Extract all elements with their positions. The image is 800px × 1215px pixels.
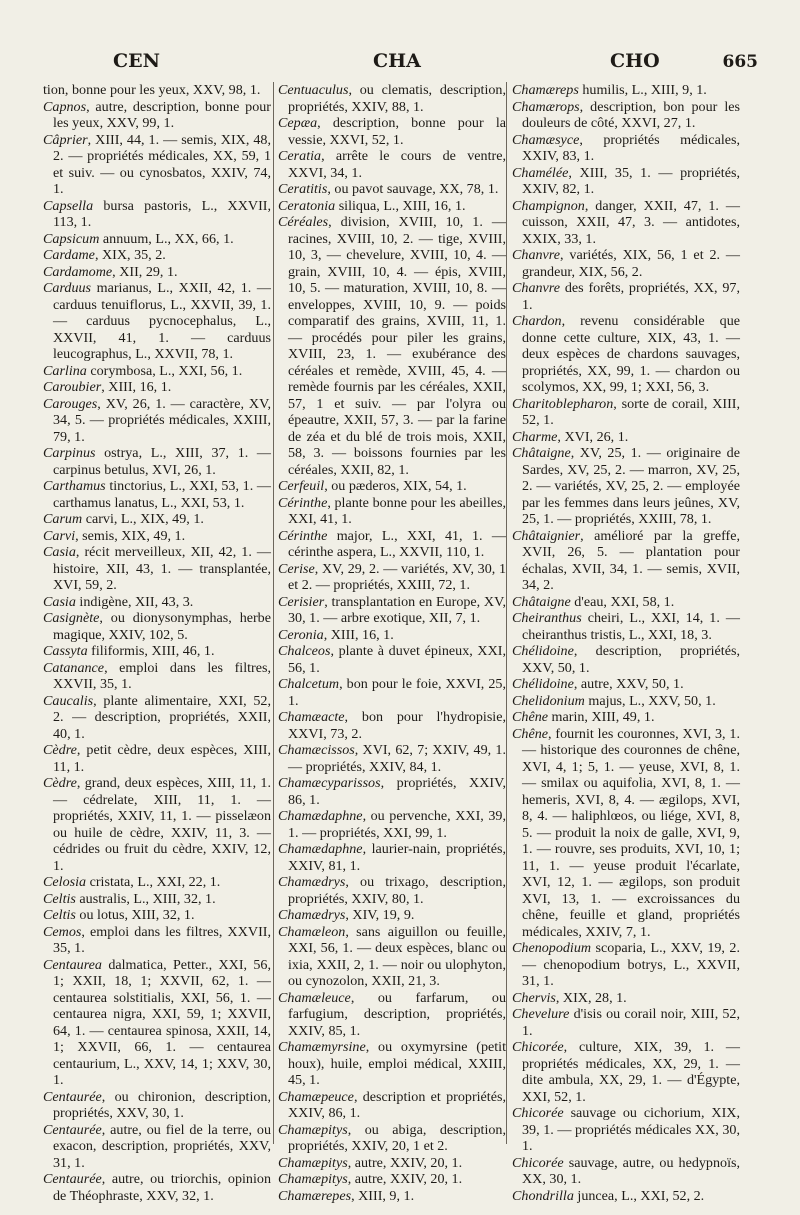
entry-text: , ou pavot sauvage, XX, 78, 1. [327,181,499,197]
index-entry [43,280,271,363]
entry-headword: Celtis [43,890,76,907]
entry-headword: Cardame [43,247,95,263]
index-entry [278,808,506,841]
entry-headword: Cerise [278,560,315,577]
index-entry [512,429,740,446]
entry-headword: Châtaigne [512,445,571,461]
entry-headword: Chamæpitys [278,1121,348,1138]
entry-text: , ou abiga, description, propriétés, XXIV, 20, 1 et 2. [288,1121,506,1154]
entry-text: , ou pæderos, XIX, 54, 1. [324,478,467,494]
index-entry [278,181,506,198]
entry-text: , ou oxymyrsine (petit houx), huile, emploi médical, XXIII, 45, 1. [288,1039,506,1088]
entry-text: , division, XVIII, 10, 1. — racines, XVIII, 10, 2. — tige, XVIII, 10, 3, — chevelure, XVIII, 10, 4. — grain, XVIII, 10, 4. — épis, XVIII, 10, 5. — maturation, XVIII, 10, 8. — enveloppes, XVIII, 10, 9. — poids comparatif des grains, XVIII, 11, 1. — procédés pour piler les grains, XVIII, 23, 1. — exubérance des céréales et remède, XVIII, 45, 4. — remède fournis par les céréales, XXII, 57, 1 et suiv. — par l'olyra ou épeautre, XXII, 57, 3. — par la farine de zéa et du blé de trois mois, XXII, 58, 3. — boissons fournies par les céréales, XXII, 82, 1. [288,214,506,478]
column-divider [506,82,507,1144]
entry-text: major, L., XXI, 41, 1. — cérinthe aspera, L., XXVII, 110, 1. [288,527,506,560]
entry-headword: Chamæreps [512,82,579,98]
entry-headword: Chenopodium [512,940,592,956]
entry-text: bursa pastoris, L., XXVII, 113, 1. [53,197,271,230]
entry-text: , petit cèdre, deux espèces, XIII, 11, 1. [53,742,271,775]
entry-headword: Capnos [43,98,87,115]
index-entry [43,693,271,743]
entry-text: , arrête le cours de ventre, XXVI, 34, 1. [288,148,506,181]
entry-headword: Chêne [512,725,549,742]
index-entry [278,561,506,594]
index-entry [278,990,506,1040]
entry-headword: Chamæpitys [278,1171,348,1187]
index-entry [278,1155,506,1172]
index-entry [278,115,506,148]
entry-text: , description, propriétés, XXV, 50, 1. [522,643,740,676]
entry-headword: Ceronia [278,626,324,643]
entry-text: , autre, ou fiel de la terre, ou exacon, description, propriétés, XXV, 31, 1. [53,1121,271,1171]
entry-text: , XIX, 35, 2. [94,247,166,263]
entry-text: , XIII, 16, 1. [323,626,394,643]
entry-text: , XIII, 35, 1. — propriétés, XXIV, 82, 1. [522,164,740,197]
header-left-word: CEN [113,50,160,72]
entry-headword: Chamærepes [278,1187,352,1204]
entry-headword: Cèdre [43,775,77,791]
entry-headword: Cemos [43,923,82,940]
index-entry [43,660,271,693]
entry-text: , récit merveilleux, XII, 42, 1. — histoire, XII, 43, 1. — transplantée, XVI, 59, 2. [53,544,271,593]
index-entry [43,379,271,396]
entry-text: , XV, 26, 1. — caractère, XV, 34, 5. — propriétés médicales, XXIII, 79, 1. [53,395,271,445]
index-entry [43,247,271,264]
index-entry [43,742,271,775]
entry-headword: Châtaignier [512,527,581,544]
entry-headword: Cérinthe [278,494,328,511]
entry-text: , emploi dans les filtres, XXVII, 35, 1. [53,923,271,956]
entry-text: , laurier-nain, propriétés, XXIV, 81, 1. [288,841,506,874]
header-right-word: CHO [610,50,660,72]
index-entry [43,594,271,611]
entry-text: , XVI, 26, 1. [557,428,629,445]
entry-text: marin, XIII, 49, 1. [548,709,655,725]
entry-text: , XII, 29, 1. [112,263,178,280]
index-entry [512,445,740,528]
index-entry [43,907,271,924]
index-entry [278,643,506,676]
entry-headword: Chondrilla [512,1187,574,1204]
entry-headword: Chalcetum [278,676,340,692]
entry-headword: Carum [43,511,83,527]
entry-headword: Ceratia [278,148,322,164]
entry-headword: Chicorée [512,1039,564,1055]
entry-text: , description, bonne pour la vessie, XXVI, 52, 1. [288,115,506,148]
entry-headword: Cardamome [43,263,113,280]
entry-text: corymbosa, L., XXI, 56, 1. [86,362,243,379]
page-number: 665 [722,52,758,72]
index-entry [278,82,506,115]
entry-headword: Chamæpitys [278,1154,348,1171]
entry-headword: Chicorée [512,1154,564,1171]
entry-text: , sans aiguillon ou feuille, XXI, 56, 1. — deux espèces, blanc ou ixia, XXII, 2, 1. — noir ou ulophyton, ou cynozolon, XXII, 21, 3. [288,923,506,989]
entry-headword: Charitoblepharon [512,395,614,412]
index-entry [512,726,740,941]
entry-headword: Chervis [512,989,556,1006]
entry-headword: Ceratonia [278,197,336,214]
entry-headword: Chamæsyce [512,131,580,148]
entry-text: annuum, L., XX, 66, 1. [99,230,234,247]
index-entry [278,1188,506,1205]
index-entry [43,511,271,528]
entry-headword: Chamæpeuce [278,1088,354,1105]
index-entry [512,198,740,248]
index-entry [278,594,506,627]
header-center-word: CHA [373,50,421,72]
index-entry [512,313,740,396]
entry-text: d'eau, XXI, 58, 1. [570,593,675,610]
entry-headword: Céréales [278,214,329,230]
entry-text: , variétés, XIX, 56, 1 et 2. — grandeur, XIX, 56, 2. [522,247,740,280]
entry-headword: Casignète [43,610,100,626]
entry-text: , XV, 29, 2. — variétés, XV, 30, 1 et 2. — propriétés, XXIII, 72, 1. [288,560,506,593]
entry-headword: Capsella [43,197,94,214]
index-entry [278,1089,506,1122]
index-entry [278,775,506,808]
entry-headword: Celtis [43,907,76,923]
entry-text: majus, L., XXV, 50, 1. [584,692,716,709]
index-entry [512,1006,740,1039]
index-entry [512,396,740,429]
index-entry [43,874,271,891]
entry-headword: Champignon [512,197,585,214]
entry-text: , danger, XXII, 47, 1. — cuisson, XXII, 47, 3. — antidotes, XXIX, 33, 1. [522,197,740,247]
index-entry [512,610,740,643]
entry-text: , autre, description, bonne pour les yeux, XXV, 99, 1. [53,98,271,131]
entry-text: , autre, ou triorchis, opinion de Théophraste, XXV, 32, 1. [53,1171,271,1204]
index-entry [278,841,506,874]
index-entry [43,1089,271,1122]
entry-text: , autre, XXIV, 20, 1. [347,1154,463,1171]
entry-headword: Châtaigne [512,593,571,610]
index-entry [512,709,740,726]
entry-text: , autre, XXIV, 20, 1. [347,1171,463,1187]
entry-headword: Centaurea [43,956,102,973]
index-entry [278,528,506,561]
entry-headword: Carlina [43,362,87,379]
index-entry [512,1105,740,1155]
entry-text: , description et propriétés, XXIV, 86, 1. [288,1088,506,1121]
index-entry [43,643,271,660]
index-entry [278,478,506,495]
entry-text: cristata, L., XXI, 22, 1. [86,874,221,890]
index-entry [512,528,740,594]
entry-headword: Chêne [512,709,549,725]
entry-text: , XIII, 44, 1. — semis, XIX, 48, 2. — propriétés médicales, XX, 59, 1 et suiv. — ou cynosbatos, XXIV, 74, 1. [53,131,271,197]
index-entry [278,742,506,775]
entry-text: , ou chironion, description, propriétés, XXV, 30, 1. [53,1088,271,1121]
entry-text: sauvage ou cichorium, XIX, 39, 1. — propriétés médicales XX, 30, 1. [522,1105,740,1154]
entry-text: humilis, L., XIII, 9, 1. [578,82,707,98]
index-entry [278,495,506,528]
entry-headword: Celosia [43,874,87,890]
index-entry [278,198,506,215]
entry-headword: Cepæa [278,115,318,131]
entry-headword: Centaurée [43,1171,102,1187]
entry-headword: Carpinus [43,445,96,461]
entry-text: , XIII, 16, 1. [101,379,172,395]
entry-headword: Cheiranthus [512,610,582,626]
entry-text: , semis, XIX, 49, 1. [75,527,186,544]
entry-text: marianus, L., XXII, 42, 1. — carduus tenuiflorus, L., XXVII, 39, 1. — carduus pycnocephalus, L., XXVII, 41, 1. — carduus leucographus, L., XXVII, 78, 1. [53,280,271,362]
index-entry [512,82,740,99]
index-entry [512,990,740,1007]
entry-text: filiformis, XIII, 46, 1. [87,643,215,659]
index-column-2 [278,82,506,1204]
entry-text: , autre, XXV, 50, 1. [573,676,684,692]
entry-text: , propriétés médicales, XXIV, 83, 1. [522,131,740,164]
index-entry [43,99,271,132]
entry-headword: Casia [43,544,76,560]
index-entry [43,775,271,874]
index-entry [43,891,271,908]
entry-text: , bon pour l'hydropisie, XXVI, 73, 2. [288,709,506,742]
entry-headword: Chamæleon [278,923,346,940]
index-column-3 [512,82,740,1204]
entry-text: , ou farfarum, ou farfugium, description, propriétés, XXIV, 85, 1. [288,989,506,1039]
entry-headword: Caroubier [43,379,102,395]
index-entry [43,445,271,478]
entry-headword: Centuaculus [278,82,349,98]
index-column-1 [43,82,271,1204]
entry-headword: Cérinthe [278,527,328,544]
index-entry [278,676,506,709]
index-entry [278,924,506,990]
index-entry [43,396,271,446]
index-entry [278,627,506,644]
entry-text: , XVI, 62, 7; XXIV, 49, 1. — propriétés, XXIV, 84, 1. [288,742,506,775]
index-entry [278,907,506,924]
entry-headword: Cerfeuil [278,478,325,494]
index-entry [512,247,740,280]
entry-text: des forêts, propriétés, XX, 97, 1. [522,280,740,313]
entry-text: , ou clematis, description, propriétés, XXIV, 88, 1. [288,82,506,115]
entry-headword: Centaurée [43,1088,102,1105]
entry-headword: Carthamus [43,478,106,494]
entry-headword: Chevelure [512,1006,570,1022]
entry-headword: Caucalis [43,692,94,709]
entry-headword: Chicorée [512,1105,564,1121]
entry-headword: Cerisier [278,593,325,610]
index-entry [512,99,740,132]
index-entry [512,676,740,693]
index-entry [43,1122,271,1172]
index-entry [43,1171,271,1204]
entry-text: , emploi dans les filtres, XXVII, 35, 1. [53,659,271,692]
entry-text: ou lotus, XIII, 32, 1. [75,907,195,923]
index-entry [43,957,271,1089]
entry-text: , XIII, 9, 1. [351,1187,415,1204]
entry-text: , propriétés, XXIV, 86, 1. [288,775,506,808]
index-entry [278,1039,506,1089]
entry-text: scoparia, L., XXV, 19, 2. — chenopodium botrys, L., XXVII, 31, 1. [522,940,740,989]
index-entry [43,231,271,248]
entry-headword: Chardon [512,313,562,329]
entry-text: , revenu considérable que donne cette culture, XIX, 43, 1. — deux espèces de chardons sauvages, propriétés, XX, 99, 1. — chardon ou scolymos, XX, 99, 1; XXI, 56, 3. [522,313,740,395]
entry-headword: Chamædaphne [278,841,363,857]
entry-headword: Chamélée [512,164,569,181]
index-entry [512,1188,740,1205]
entry-text: dalmatica, Petter., XXI, 56, 1; XXII, 18, 1; XXVII, 62, 1. — centaurea solstitialis, XXI, 56, 1. — centaurea nigra, XXI, 59, 1; XXVII, 64, 1. — centaurea spinosa, XXII, 14, 1; XXVII, 66, 1. — centaurea centaurium, L., XXV, 14, 1; XXV, 30, 1. [53,956,271,1088]
entry-text: , grand, deux espèces, XIII, 11, 1. — cédrelate, XIII, 11, 1. — propriétés, XXIV, 11, 1. — pisselæon ou huile de cèdre, XXIV, 11, 3. — cédrides ou fruit du cèdre, XXIV, 12, 1. [53,775,271,874]
index-entry [512,1155,740,1188]
index-entry [512,1039,740,1105]
entry-headword: Carouges [43,395,98,412]
entry-headword: Chélidoine [512,643,574,659]
entry-text: carvi, L., XIX, 49, 1. [82,511,204,527]
entry-headword: Chamæacte [278,709,345,725]
index-entry [278,709,506,742]
entry-text: , plante alimentaire, XXI, 52, 2. — description, propriétés, XXII, 40, 1. [53,692,271,742]
entry-headword: Centaurée [43,1121,102,1138]
index-entry [43,610,271,643]
index-entry [512,594,740,611]
entry-headword: Carvi [43,527,76,544]
index-entry [512,280,740,313]
entry-headword: Chamæmyrsine [278,1039,366,1055]
entry-text: sauvage, autre, ou hedypnoïs, XX, 30, 1. [522,1154,740,1187]
entry-headword: Chamærops [512,98,580,115]
entry-headword: Chamæcissos [278,742,355,758]
running-header [40,50,758,76]
index-entry [278,148,506,181]
entry-headword: Cassyta [43,643,88,659]
entry-headword: Capsicum [43,230,100,247]
entry-headword: Chamæcyparissos [278,775,381,791]
index-entry [43,198,271,231]
entry-text: cheiri, L., XXI, 14, 1. — cheiranthus tristis, L., XXI, 18, 3. [522,610,740,643]
entry-headword: Câprier [43,131,88,148]
index-entry [43,544,271,594]
entry-headword: Chamædaphne [278,808,363,824]
entry-text: , XIV, 19, 9. [345,907,415,923]
entry-text: , fournit les couronnes, XVI, 3, 1. — historique des couronnes de chêne, XVI, 4, 1; 5, 1. — yeuse, XVI, 8, 1. — smilax ou aquifolia, XVI, 8, 1. — hemeris, XVI, 8, 4. — ægilops, XVI, 8, 4. — haliphlœos, ou liége, XVI, 8, 5. — produit la noix de galle, XVI, 9, 1. — rouvre, ses produits, XVI, 10, 1; 11, 1. — yeuse produit l'écarlate, XVI, 12, 1. — ægilops, son produit XVI, 13, 1. — excroissances du chêne, feuille et gland, propriétés médicales, XXIV, 7, 1. [522,725,740,940]
entry-text: tion, bonne pour les yeux, XXV, 98, 1. [43,82,261,98]
column-divider [273,82,274,1144]
entry-headword: Cèdre [43,742,77,758]
entry-text: , description, bon pour les douleurs de côté, XXVI, 27, 1. [522,98,740,131]
entry-text: , ou dionysonymphas, herbe magique, XXIV, 102, 5. [53,610,271,643]
entry-text: , ou pervenche, XXI, 39, 1. — propriétés, XXI, 99, 1. [288,808,506,841]
index-entry [278,1122,506,1155]
entry-headword: Catanance [43,659,105,676]
index-entry [43,478,271,511]
entry-headword: Chamædrys [278,907,346,923]
index-entry [512,132,740,165]
entry-text: indigène, XII, 43, 3. [75,593,194,610]
entry-text: , culture, XIX, 39, 1. — propriétés médicales, XX, 29, 1. — dite ambula, XX, 29, 1. — d'Égypte, XXI, 52, 1. [522,1039,740,1105]
entry-text: australis, L., XIII, 32, 1. [75,890,216,907]
index-entry [278,1171,506,1188]
entry-text: , XIX, 28, 1. [555,989,627,1006]
index-entry [43,924,271,957]
entry-headword: Ceratitis [278,181,328,197]
index-entry [278,214,506,478]
entry-headword: Chanvre [512,280,561,296]
entry-text: d'isis ou corail noir, XIII, 52, 1. [522,1006,740,1039]
index-entry [512,940,740,990]
entry-headword: Chelidonium [512,692,585,709]
entry-headword: Chélidoine [512,676,574,692]
index-entry [43,264,271,281]
index-entry [278,874,506,907]
entry-text: , sorte de corail, XIII, 52, 1. [522,395,740,428]
entry-headword: Chalceos [278,643,331,659]
entry-text: , plante bonne pour les abeilles, XXI, 41, 1. [288,494,506,527]
index-entry [43,528,271,545]
entry-text: , bon pour le foie, XXVI, 25, 1. [288,676,506,709]
index-entry [43,132,271,198]
entry-text: , plante à duvet épineux, XXI, 56, 1. [288,643,506,676]
index-entry [512,643,740,676]
entry-headword: Chanvre [512,247,561,263]
entry-headword: Chamædrys [278,874,346,890]
index-entry [512,693,740,710]
entry-headword: Charme [512,428,558,445]
entry-text: tinctorius, L., XXI, 53, 1. — carthamus lanatus, L., XXI, 53, 1. [53,478,271,511]
entry-text: siliqua, L., XIII, 16, 1. [335,197,466,214]
entry-text: juncea, L., XXI, 52, 2. [573,1187,705,1204]
entry-text: , amélioré par la greffe, XVII, 26, 5. — plantation pour échalas, XVII, 34, 1. — semis, XVII, 34, 2. [522,527,740,593]
index-entry [512,165,740,198]
entry-headword: Carduus [43,280,92,296]
index-entry [43,363,271,380]
entry-text: ostrya, L., XIII, 37, 1. — carpinus betulus, XVI, 26, 1. [53,445,271,478]
entry-headword: Chamæleuce [278,989,351,1006]
entry-text: , XV, 25, 1. — originaire de Sardes, XV, 25, 2. — marron, XV, 25, 2. — variétés, XV, 25, 2. — employée par les femmes dans leurs jeûnes, XV, 25, 1. — propriétés, XXIII, 78, 1. [522,445,740,527]
entry-headword: Casia [43,593,76,610]
index-entry [43,82,271,99]
entry-text: , ou trixago, description, propriétés, XXIV, 80, 1. [288,874,506,907]
entry-text: , transplantation en Europe, XV, 30, 1. — arbre exotique, XII, 7, 1. [288,593,506,626]
